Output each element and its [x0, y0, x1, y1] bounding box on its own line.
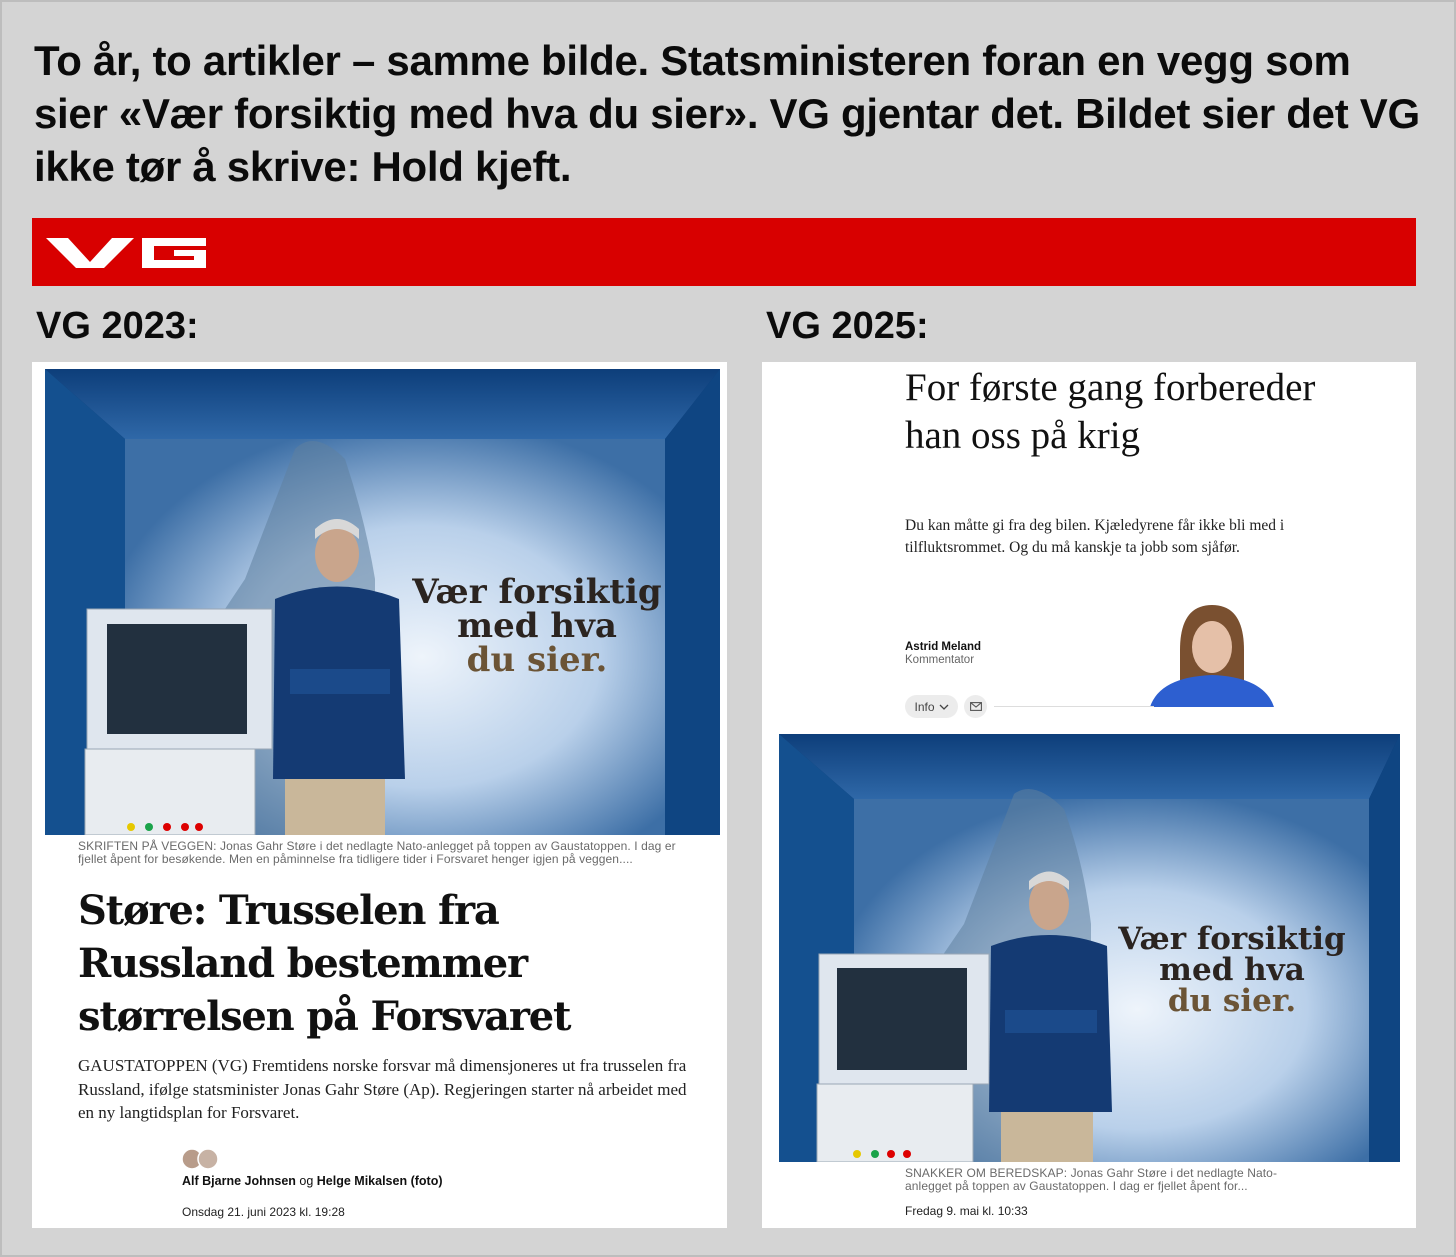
author-avatars: [182, 1148, 222, 1170]
info-button[interactable]: [905, 695, 958, 718]
divider: [994, 706, 1154, 707]
article-lead: GAUSTATOPPEN (VG) Fremtidens norske forsvar må dimensjoneres ut fra trusselen fra Russland, ifølge statsminister Jonas Gahr Støre (Ap). Regjeringen starter nå arbeidet med en ny langtidsplan for Forsvaret.: [78, 1056, 687, 1122]
wall-text-line2: med hva: [457, 606, 617, 646]
byline: [182, 1174, 443, 1188]
label-2025: VG 2025:: [766, 305, 929, 347]
email-share-button[interactable]: [964, 695, 987, 718]
chevron-down-icon: [939, 700, 949, 714]
article-photo[interactable]: [45, 369, 720, 835]
author-name-1[interactable]: Alf Bjarne Johnsen: [182, 1174, 296, 1188]
author-photo: [1150, 605, 1274, 707]
article-card-2023[interactable]: [32, 362, 727, 1228]
wall-text-line3: du sier.: [466, 640, 608, 680]
article-lead: Du kan måtte gi fra deg bilen. Kjæledyrene får ikke bli med i tilfluktsrommet. Og du må kanskje ta jobb som sjåfør.: [905, 517, 1285, 556]
wall-text-line1: Vær forsiktig: [412, 572, 662, 612]
article-title[interactable]: Støre: Trusselen fra Russland bestemmer størrelsen på Forsvaret: [78, 887, 571, 1040]
page-headline: To år, to artikler – samme bilde. Statsministeren foran en vegg som sier «Vær forsiktig med hva du sier». VG gjentar det. Bildet sier det VG ikke tør å skrive: Hold kjeft.: [34, 37, 1420, 190]
article-card-2025[interactable]: [762, 362, 1416, 1228]
photo-caption: SKRIFTEN PÅ VEGGEN: Jonas Gahr Støre i det nedlagte Nato-anlegget på toppen av Gaustatoppen. I dag er fjellet åpent for besøkende. Men en påminnelse fra tidligere tider i Forsvaret henger igjen på veggen....: [78, 839, 676, 866]
vg-logo: [46, 232, 208, 272]
author-name-2[interactable]: Helge Mikalsen (foto): [316, 1174, 443, 1188]
vg-brand-bar: [32, 218, 1416, 286]
author-name[interactable]: Astrid Meland: [905, 641, 982, 653]
wall-text-line1: Vær forsiktig: [1118, 921, 1346, 957]
mail-icon: [970, 698, 982, 716]
wall-text-line2: med hva: [1159, 952, 1305, 988]
publish-date: Onsdag 21. juni 2023 kl. 19:28: [182, 1205, 345, 1219]
wall-text-line3: du sier.: [1167, 983, 1297, 1019]
author-role: Kommentator: [905, 654, 975, 666]
info-button-label: Info: [914, 699, 935, 714]
publish-date: Fredag 9. mai kl. 10:33: [905, 1204, 1028, 1218]
byline-conjunction: og: [295, 1174, 317, 1188]
article-title[interactable]: For første gang forbereder han oss på krig: [905, 366, 1316, 457]
article-photo[interactable]: [779, 734, 1400, 1162]
photo-caption: SNAKKER OM BEREDSKAP: Jonas Gahr Støre i det nedlagte Nato-anlegget på toppen av Gaustatoppen. I dag er fjellet åpent for...: [905, 1166, 1278, 1193]
label-2023: VG 2023:: [36, 305, 199, 347]
